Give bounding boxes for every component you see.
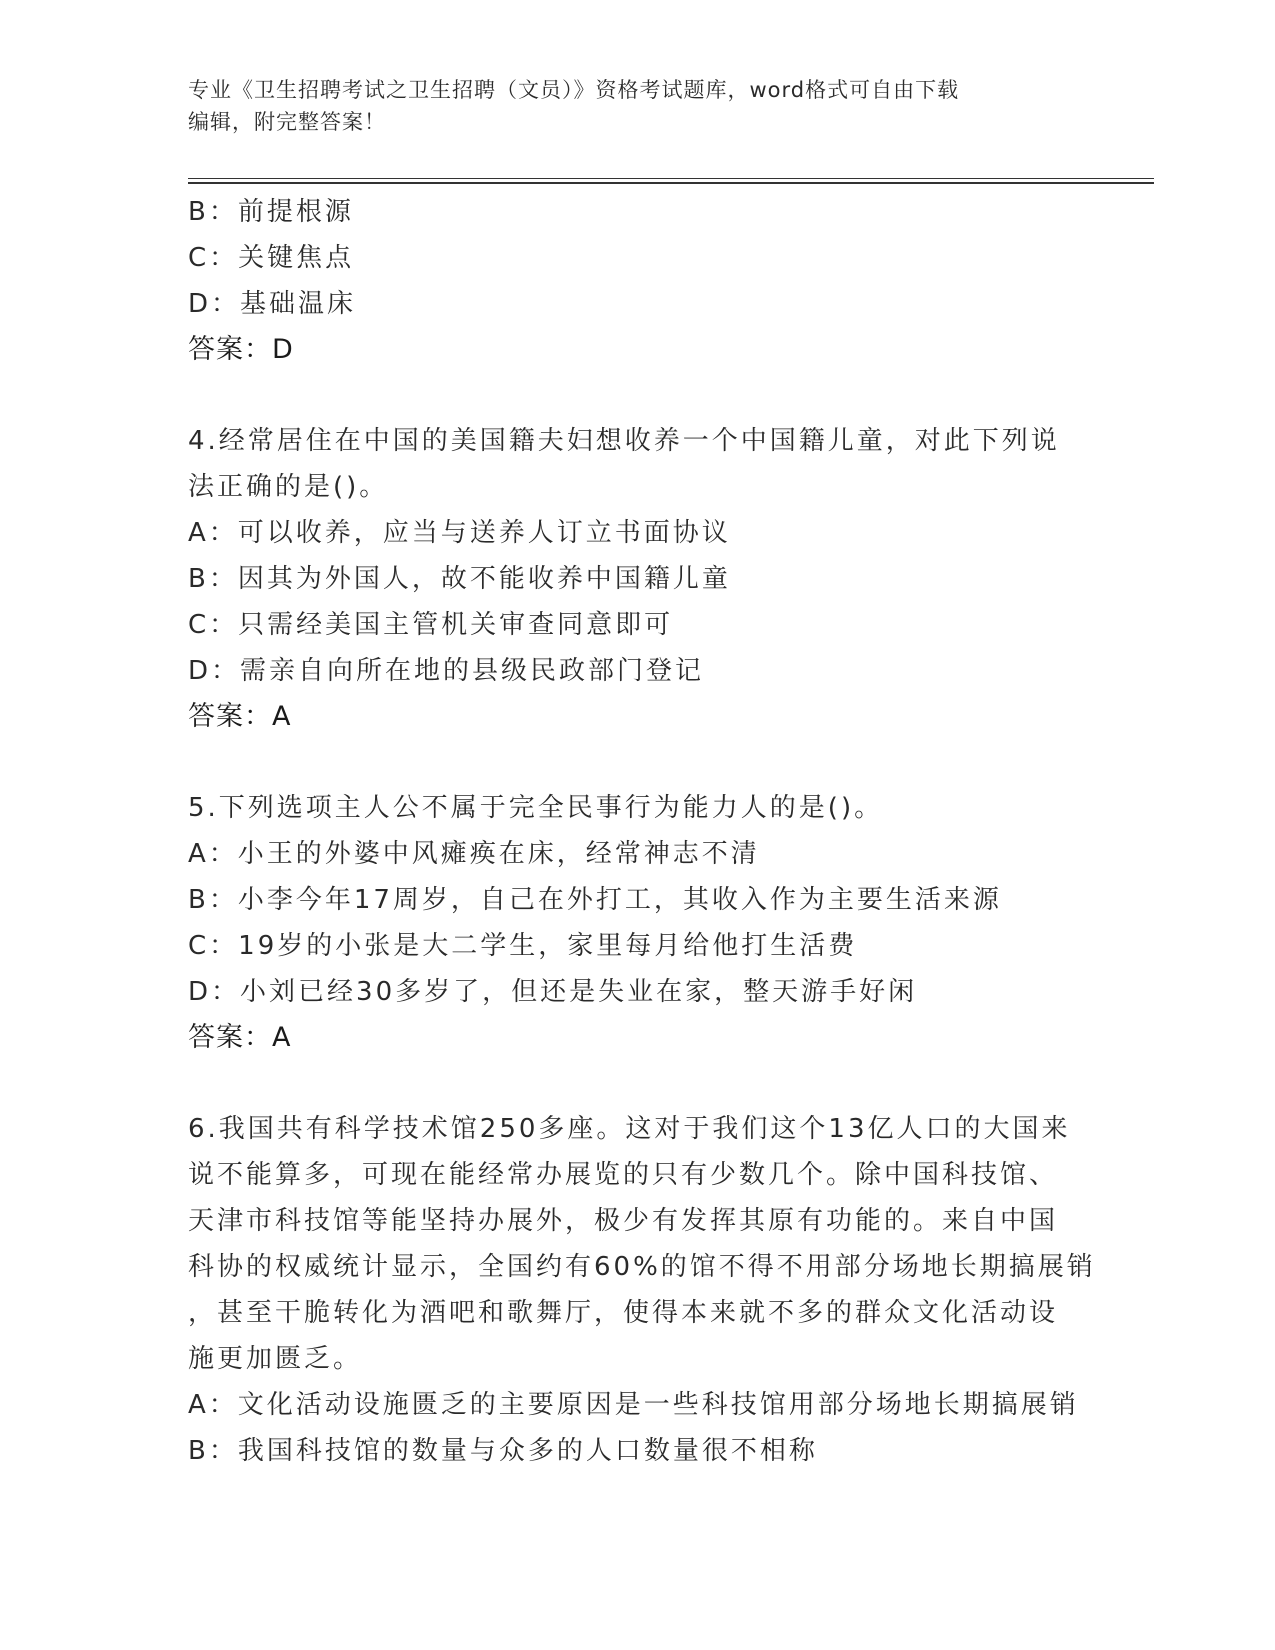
- option-d: D：小刘已经30多岁了，但还是失业在家，整天游手好闲: [188, 977, 918, 1007]
- option-b: B：我国科技馆的数量与众多的人口数量很不相称: [188, 1436, 818, 1466]
- document-header: [188, 74, 1068, 138]
- spacer: [188, 740, 1088, 785]
- option-c: C：只需经美国主管机关审查同意即可: [188, 610, 674, 640]
- header-divider-thin: [188, 178, 1154, 179]
- option-b: B：因其为外国人，故不能收养中国籍儿童: [188, 564, 731, 594]
- answer-line: 答案：D: [188, 334, 294, 365]
- header-line-1: 专业《卫生招聘考试之卫生招聘（文员）》资格考试题库，word格式可自由下载: [188, 78, 960, 102]
- question-content: [188, 189, 1096, 1474]
- question-stem-line: 4.经常居住在中国的美国籍夫妇想收养一个中国籍儿童，对此下列说: [188, 426, 1060, 456]
- option-c: C：关键焦点: [188, 243, 355, 273]
- question-stem-line: 说不能算多，可现在能经常办展览的只有少数几个。除中国科技馆、: [188, 1160, 1059, 1190]
- option-a: A：文化活动设施匮乏的主要原因是一些科技馆用部分场地长期搞展销: [188, 1390, 1079, 1420]
- option-b: B：前提根源: [188, 197, 354, 227]
- question-6: [188, 1106, 1096, 1474]
- option-d: D：基础温床: [188, 289, 357, 319]
- spacer: [188, 373, 1088, 418]
- header-line-2: 编辑，附完整答案！: [188, 110, 386, 134]
- question-3: [188, 189, 1088, 373]
- question-stem-line: ，甚至干脆转化为酒吧和歌舞厅，使得本来就不多的群众文化活动设: [188, 1298, 1059, 1328]
- question-stem-line: 科协的权威统计显示，全国约有60%的馆不得不用部分场地长期搞展销: [188, 1252, 1096, 1282]
- question-5: [188, 785, 1088, 1061]
- spacer: [188, 1061, 1088, 1106]
- option-b: B：小李今年17周岁，自己在外打工，其收入作为主要生活来源: [188, 885, 1002, 915]
- question-stem-line: 施更加匮乏。: [188, 1344, 363, 1374]
- option-a: A：小王的外婆中风瘫痪在床，经常神志不清: [188, 839, 760, 869]
- question-4: [188, 418, 1088, 740]
- question-stem-line: 6.我国共有科学技术馆250多座。这对于我们这个13亿人口的大国来: [188, 1114, 1071, 1144]
- question-stem-line: 5.下列选项主人公不属于完全民事行为能力人的是()。: [188, 793, 884, 823]
- answer-line: 答案：A: [188, 701, 292, 732]
- option-c: C：19岁的小张是大二学生，家里每月给他打生活费: [188, 931, 858, 961]
- header-divider-thick: [188, 182, 1154, 184]
- question-stem-line: 天津市科技馆等能坚持办展外，极少有发挥其原有功能的。来自中国: [188, 1206, 1059, 1236]
- question-stem-line: 法正确的是()。: [188, 472, 389, 502]
- option-a: A：可以收养，应当与送养人订立书面协议: [188, 518, 731, 548]
- option-d: D：需亲自向所在地的县级民政部门登记: [188, 656, 705, 686]
- answer-line: 答案：A: [188, 1022, 292, 1053]
